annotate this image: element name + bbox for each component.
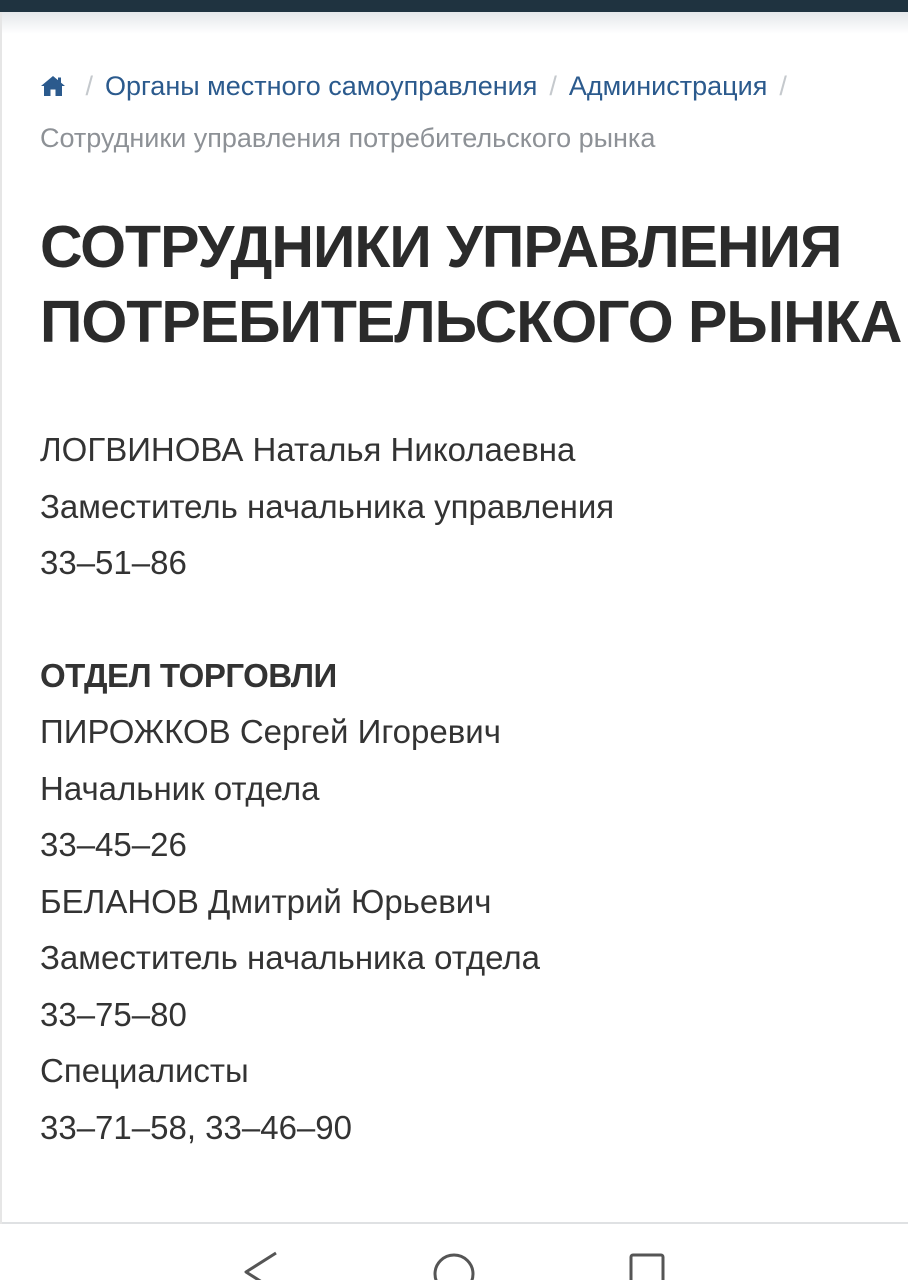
home-button[interactable] — [430, 1250, 478, 1280]
breadcrumb-current: Сотрудники управления потребительского рынка — [40, 123, 656, 153]
breadcrumb-link-administration[interactable]: Администрация — [568, 71, 768, 101]
home-circle-icon[interactable] — [430, 1250, 478, 1280]
staff-position: Начальник отдела — [40, 769, 320, 807]
home-icon[interactable] — [40, 75, 66, 97]
breadcrumb-link-local-government[interactable]: Органы местного самоуправления — [105, 71, 538, 101]
back-button[interactable] — [236, 1250, 284, 1280]
deputy-head-name: ЛОГВИНОВА Наталья Николаевна — [40, 431, 576, 468]
browser-top-bar — [0, 0, 908, 12]
breadcrumb-home[interactable] — [40, 71, 74, 101]
system-navigation-bar — [0, 1224, 908, 1280]
staff-name: БЕЛАНОВ Дмитрий Юрьевич — [40, 882, 492, 920]
page-title-line-1: СОТРУДНИКИ УПРАВЛЕНИЯ — [40, 214, 842, 280]
left-edge — [0, 12, 2, 1280]
staff-phone: 33–75–80 — [40, 995, 187, 1033]
staff-name: ПИРОЖКОВ Сергей Игоревич — [40, 713, 501, 750]
spacer — [40, 592, 890, 648]
page-title-line-2: ПОТРЕБИТЕЛЬСКОГО РЫНКА — [40, 289, 902, 355]
staff-list — [40, 422, 890, 1156]
staff-phone: 33–45–26 — [40, 826, 187, 863]
main-content — [40, 60, 902, 1156]
breadcrumb-separator: / — [549, 71, 557, 101]
deputy-head-phone: 33–51–86 — [40, 544, 187, 581]
recents-button[interactable] — [624, 1250, 672, 1280]
staff-position: Заместитель начальника отдела — [40, 939, 540, 976]
page-title — [40, 210, 902, 360]
breadcrumb — [40, 60, 890, 164]
specialists-phone: 33–71–58, 33–46–90 — [40, 1108, 352, 1146]
trade-department-title: ОТДЕЛ ТОРГОВЛИ — [40, 656, 337, 694]
breadcrumb-separator: / — [85, 71, 94, 101]
recents-square-icon[interactable] — [624, 1250, 672, 1280]
deputy-head-position: Заместитель начальника управления — [40, 487, 615, 525]
top-shadow — [0, 12, 908, 34]
back-triangle-icon[interactable] — [236, 1250, 284, 1280]
specialists-label: Специалисты — [40, 1052, 249, 1089]
breadcrumb-separator: / — [779, 71, 787, 101]
